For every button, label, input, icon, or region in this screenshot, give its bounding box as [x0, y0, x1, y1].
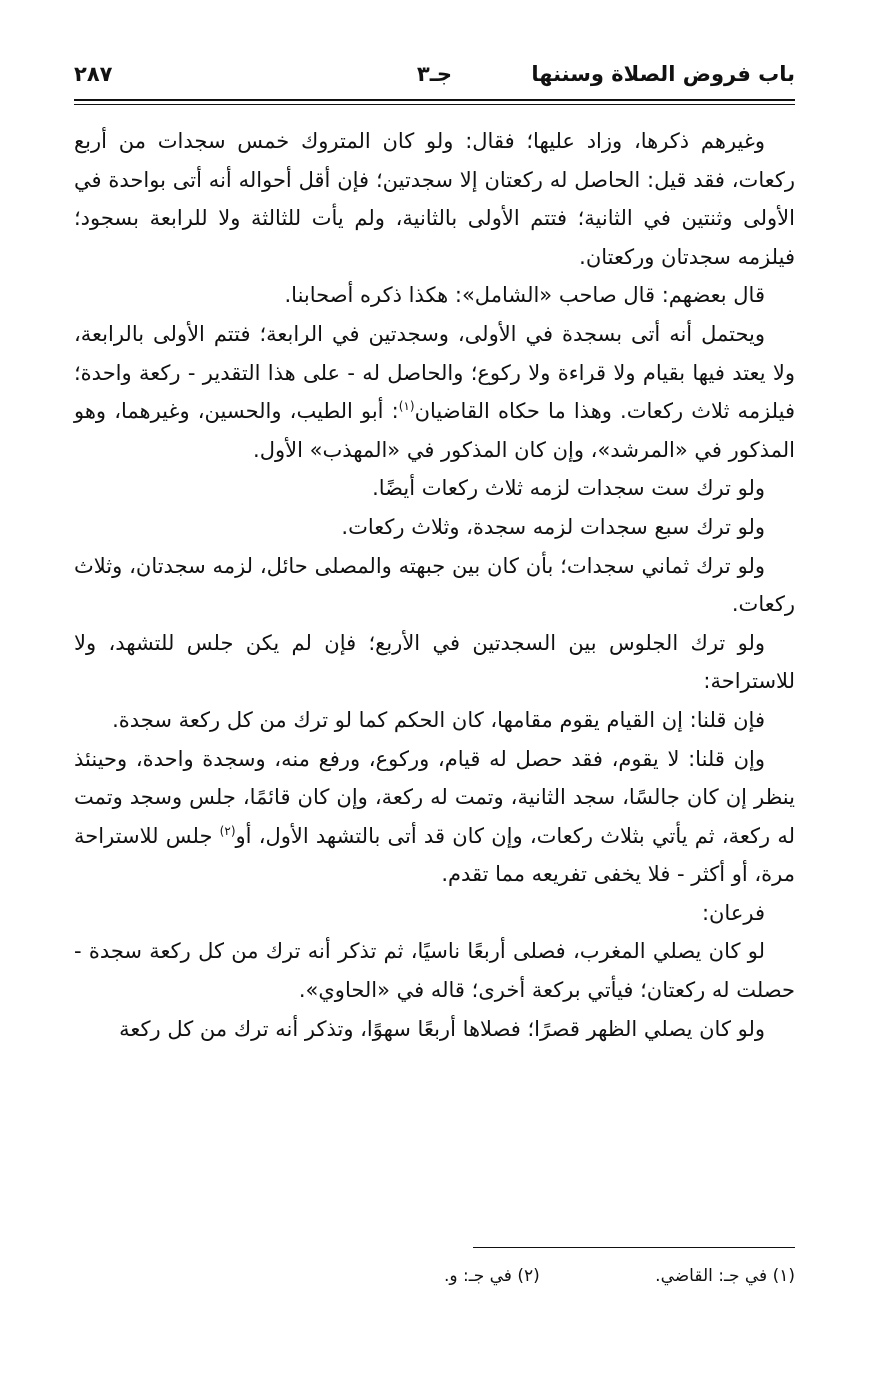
- volume-number: جـ٣: [416, 62, 453, 86]
- main-text: [74, 122, 795, 1048]
- paragraph: [74, 740, 795, 894]
- paragraph: لو كان يصلي المغرب، فصلى أربعًا ناسيًا، ثم تذكر أنه ترك من كل ركعة سجدة - حصلت له ركعتان؛ فيأتي بركعة أخرى؛ قاله في «الحاوي».: [74, 939, 795, 1003]
- paragraph: ولو كان يصلي الظهر قصرًا؛ فصلاها أربعًا سهوًا، وتذكر أنه ترك من كل ركعة: [119, 1016, 765, 1041]
- paragraph: وغيرهم ذكرها، وزاد عليها؛ فقال: ولو كان المتروك خمس سجدات من أربع ركعات، فقد قيل: الحاصل له ركعتان إلا سجدتين؛ فإن أقل أحواله أنه أتى بواحدة في الأولى وثنتين في الثانية؛ فتتم الأولى بالثانية، ولم يأت للثالثة ولا للرابعة بسجود؛ فيلزمه سجدتان وركعتان.: [74, 129, 795, 269]
- paragraph-text: وإن قلنا: لا يقوم، فقد حصل له قيام، وركوع، ورفع منه، وسجدة واحدة، وحينئذ ينظر إن كان جالسًا، سجد الثانية، وتمت له ركعة، وإن كان قائمًا، جلس وسجد وتمت له ركعة، ثم يأتي بثلاث ركعات، وإن كان قد أتى بالتشهد الأول، أو: [74, 746, 795, 848]
- page-header: [74, 54, 795, 94]
- paragraph: ولو ترك سبع سجدات لزمه سجدة، وثلاث ركعات.: [341, 514, 765, 539]
- footnote-reference: (١): [398, 399, 415, 414]
- paragraph-text: ويحتمل أنه أتى بسجدة في الأولى، وسجدتين في الرابعة؛ فتتم الأولى بالرابعة، ولا يعتد فيها بقيام ولا قراءة ولا ركوع؛ والحاصل له - على هذا التقدير - ركعة واحدة؛ فيلزمه ثلاث ركعات. وهذا ما حكاه القاضيان: [74, 321, 795, 424]
- paragraph: قال بعضهم: قال صاحب «الشامل»: هكذا ذكره أصحابنا.: [284, 283, 765, 308]
- footnote-separator: [473, 1247, 795, 1248]
- paragraph: ولو ترك ست سجدات لزمه ثلاث ركعات أيضًا.: [372, 476, 765, 501]
- paragraph: ولو ترك الجلوس بين السجدتين في الأربع؛ فإن لم يكن جلس للتشهد، ولا للاستراحة:: [74, 630, 795, 694]
- paragraph: فإن قلنا: إن القيام يقوم مقامها، كان الحكم كما لو ترك من كل ركعة سجدة.: [112, 707, 765, 732]
- paragraph: ولو ترك ثماني سجدات؛ بأن كان بين جبهته والمصلى حائل، لزمه سجدتان، وثلاث ركعات.: [74, 553, 795, 617]
- page-number: ٢٨٧: [74, 62, 113, 86]
- footnotes: [74, 1262, 795, 1290]
- paragraph-text: جلس للاستراحة مرة، أو أكثر - فلا يخفى تفريعه مما تقدم.: [74, 823, 795, 887]
- paragraph: [74, 315, 795, 469]
- footnote-2: (٢) في جـ: و.: [444, 1266, 540, 1286]
- chapter-title: باب فروض الصلاة وسننها: [531, 62, 795, 86]
- footnote-reference: (٢): [219, 823, 236, 838]
- header-rule-thin: [74, 104, 795, 105]
- header-rule: [74, 99, 795, 101]
- paragraph-text: : أبو الطيب، والحسين، وغيرهما، وهو المذكور في «المرشد»، وإن كان المذكور في «المهذب» الأول.: [74, 399, 795, 462]
- section-heading: فرعان:: [701, 900, 765, 925]
- footnote-1: (١) في جـ: القاضي.: [655, 1266, 795, 1286]
